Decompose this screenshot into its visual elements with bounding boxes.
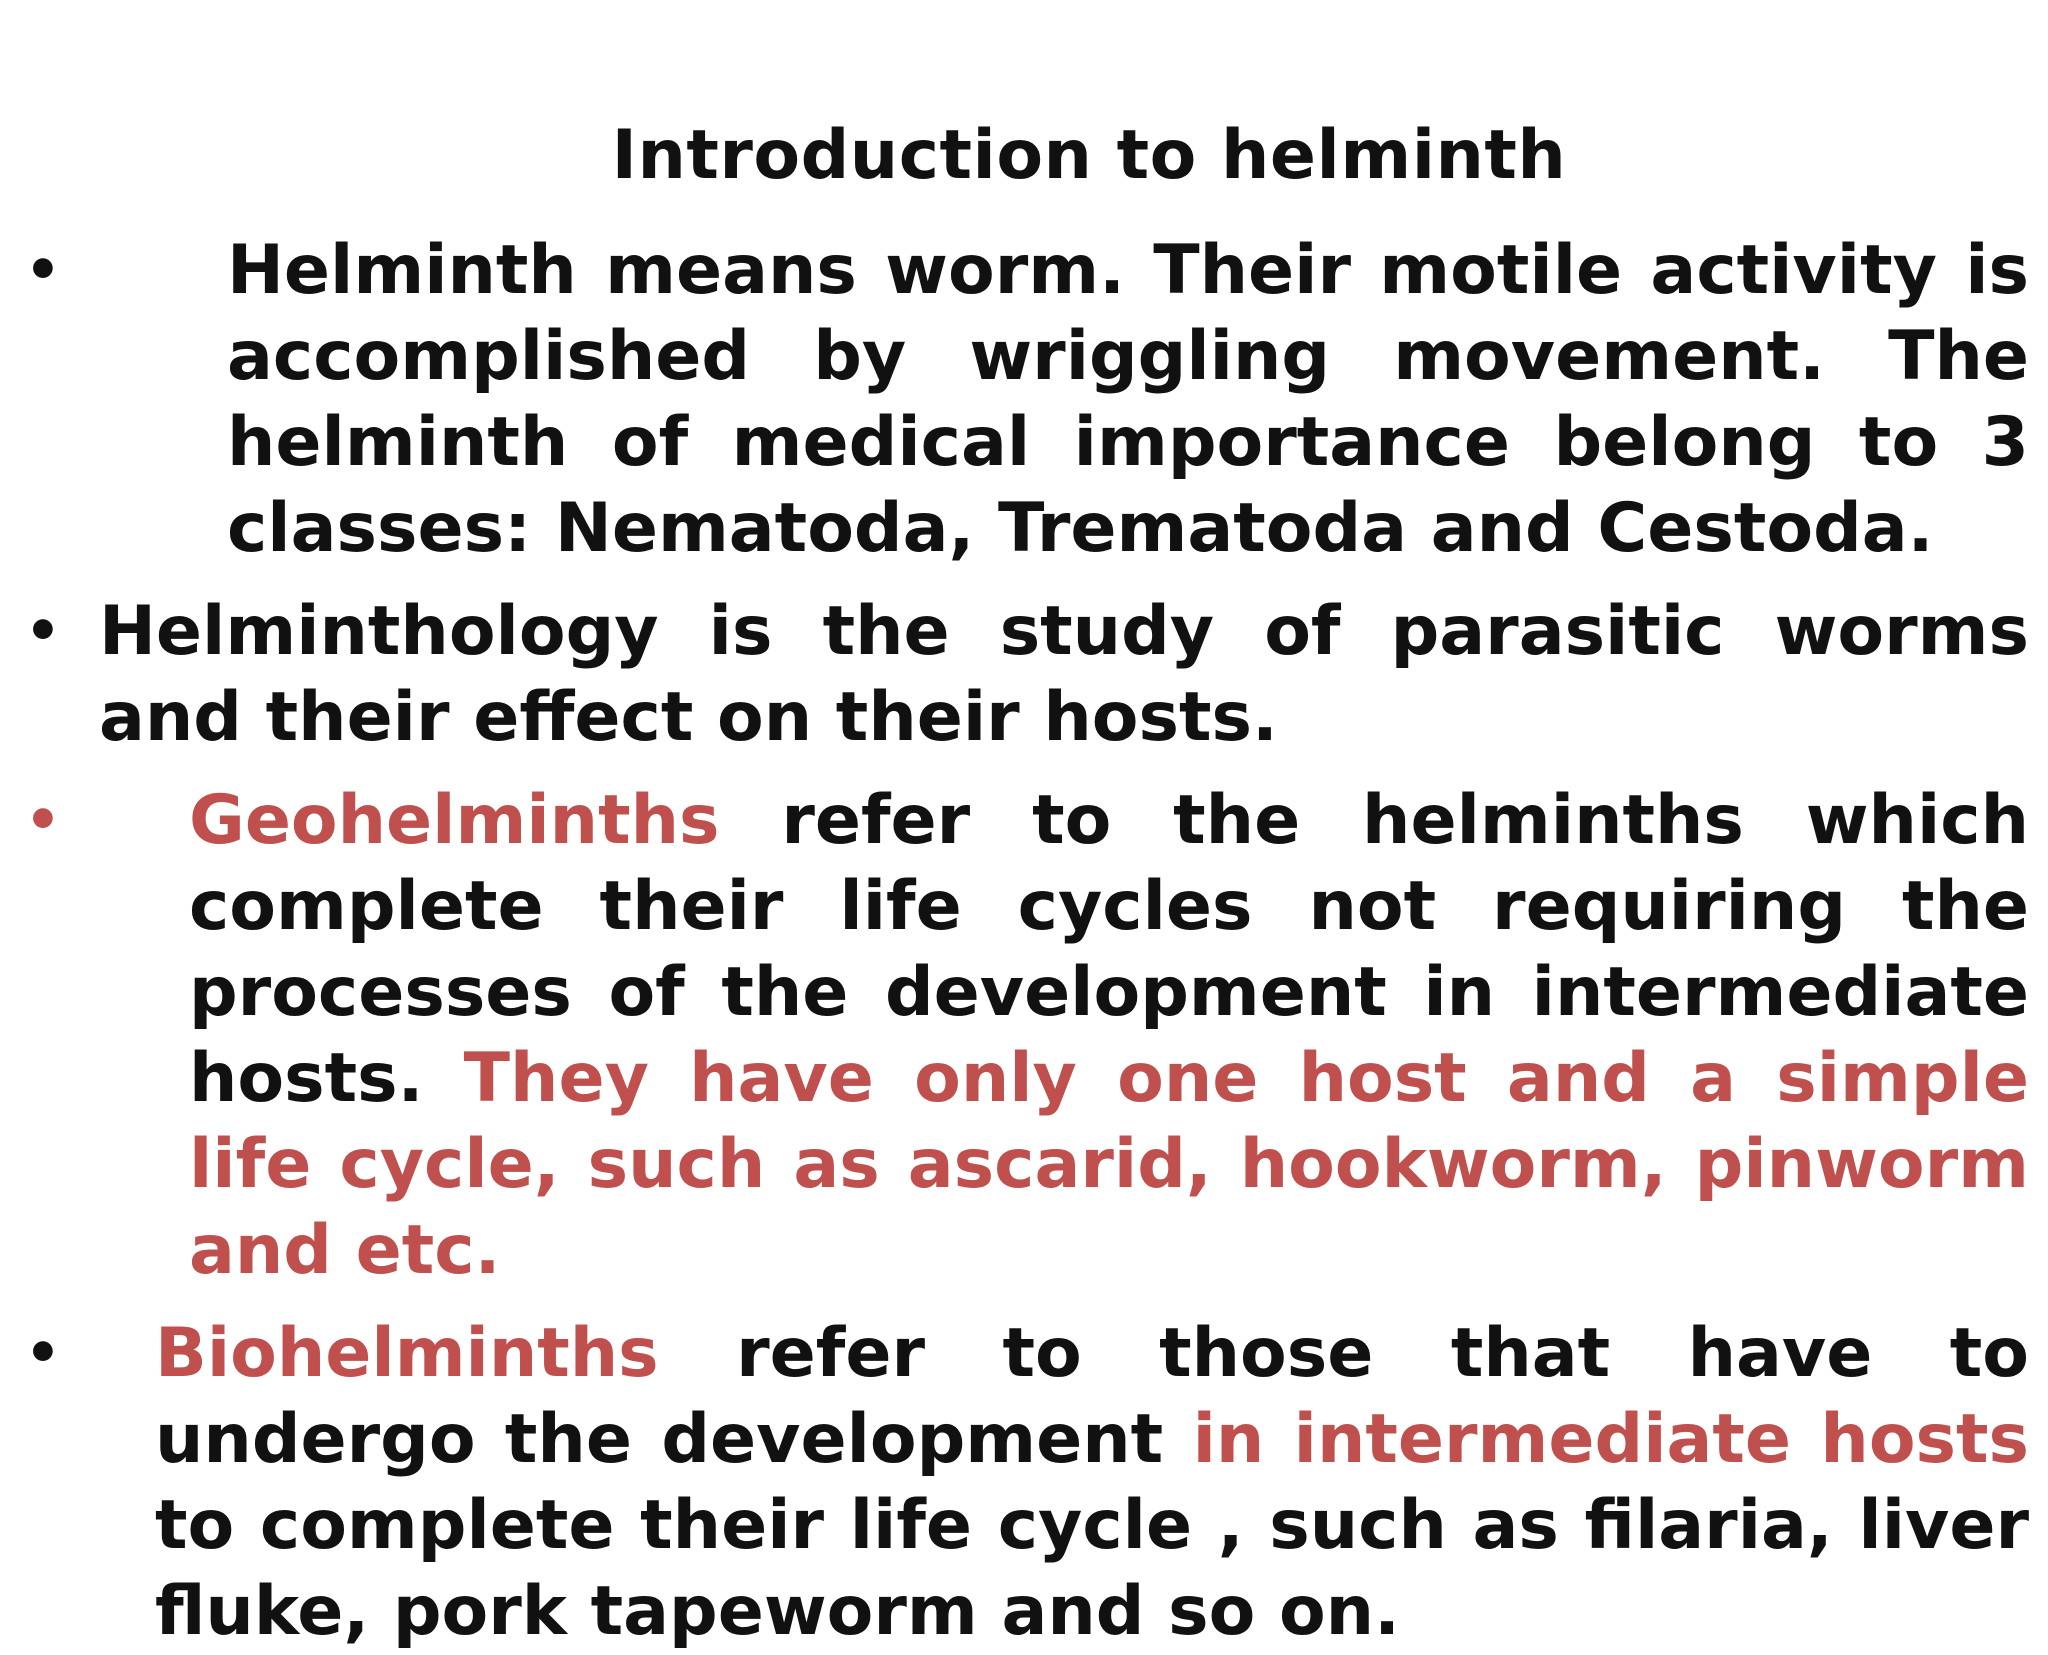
bullet-list	[0, 228, 2048, 1655]
bullet-text	[99, 1311, 2029, 1655]
bullet-text	[99, 778, 2029, 1294]
bullet-item-geohelminths	[25, 778, 2029, 1294]
bullet-text: Helminthology is the study of parasitic worms and their effect on their hosts.	[99, 592, 2029, 757]
highlight-text: in intermediate hosts	[1192, 1400, 2030, 1479]
highlight-text: They have only one host and a simple life cycle, such as ascarid, hookworm, pinworm and etc.	[189, 1039, 2029, 1290]
definition-text-a: refer to those that have to undergo the development	[155, 1314, 2029, 1479]
bullet-marker: •	[25, 599, 61, 664]
term-biohelminths: Biohelminths	[155, 1314, 659, 1393]
bullet-text: Helminth means worm. Their motile activity is accomplished by wriggling movement. The helminth of medical importance belong to 3 classes: Nematoda, Trematoda and Cestoda.	[227, 231, 2029, 568]
bullet-item-biohelminths	[25, 1311, 2030, 1655]
bullet-marker: •	[25, 1321, 61, 1386]
slide-title: Introduction to helminth	[611, 116, 1567, 195]
definition-text-b: to complete their life cycle , such as filaria, liver fluke, pork tapeworm and so on.	[155, 1486, 2029, 1651]
bullet-marker: •	[25, 788, 61, 853]
bullet-marker: •	[25, 238, 61, 303]
bullet-item-helminth	[25, 228, 2029, 572]
term-geohelminths: Geohelminths	[189, 781, 720, 860]
definition-text: refer to the helminths which complete their life cycles not requiring the processes of the development in intermediate hosts.	[189, 781, 2029, 1118]
bullet-item-helminthology	[25, 589, 2029, 761]
